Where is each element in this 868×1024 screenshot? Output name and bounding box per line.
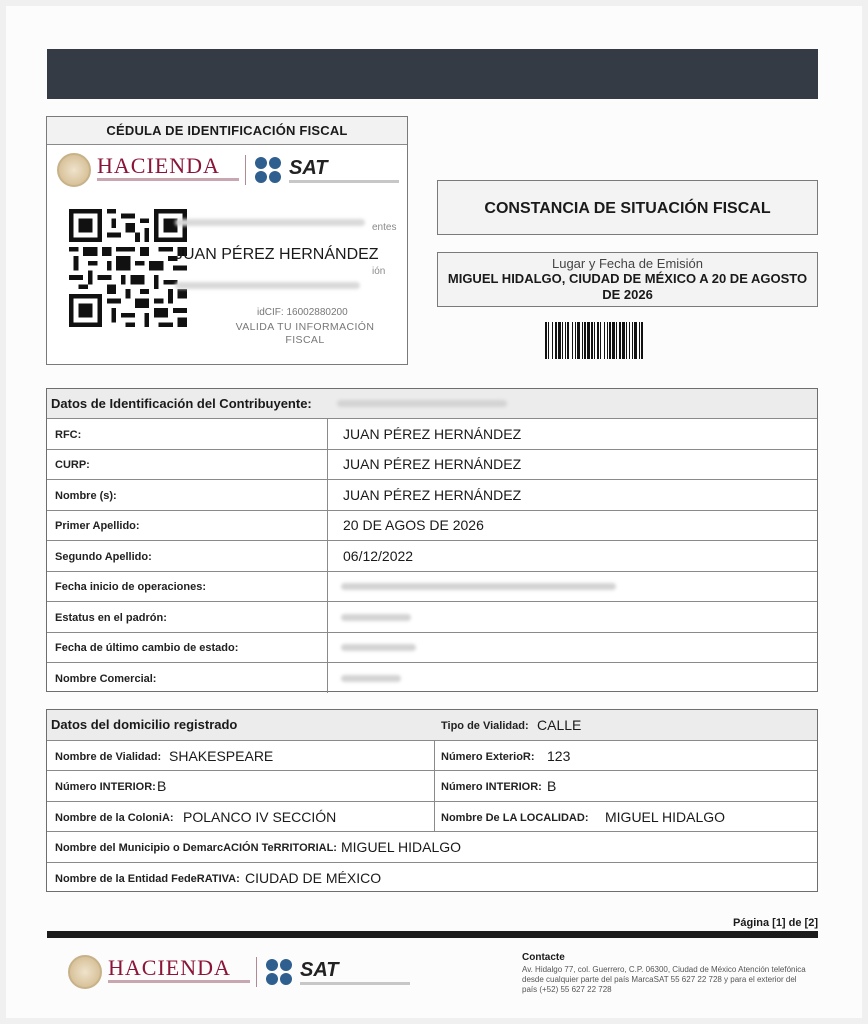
table-row <box>47 740 817 770</box>
emision-label: Lugar y Fecha de Emisión <box>551 256 704 271</box>
logo-divider <box>256 957 257 987</box>
primer-apellido-value: 20 DE AGOS DE 2026 <box>343 517 484 533</box>
domicilio-table <box>46 709 818 892</box>
hacienda-subtitle <box>108 980 250 983</box>
table-row <box>47 662 817 693</box>
nombre-vialidad-label: Nombre de Vialidad: <box>55 751 162 763</box>
logo-divider <box>245 155 246 185</box>
nombre-vialidad-value: SHAKESPEARE <box>169 748 274 764</box>
cedula-title: CÉDULA DE IDENTIFICACIÓN FISCAL <box>47 117 407 145</box>
contact-title: Contacte <box>522 952 565 963</box>
redacted-line <box>175 282 360 289</box>
num-interior-label: Número INTERIOR: <box>55 781 156 793</box>
contribuyente-table <box>46 388 818 692</box>
header-logos <box>57 151 402 191</box>
redacted-value <box>341 644 416 651</box>
table-row <box>47 801 817 831</box>
cedula-name: JUAN PÉREZ HERNÁNDEZ <box>175 246 379 263</box>
mexico-seal-icon <box>57 153 91 187</box>
fecha-inicio-label: Fecha inicio de operaciones: <box>55 581 206 593</box>
nombre-label: Nombre (s): <box>55 490 117 502</box>
footer-divider <box>47 931 818 938</box>
curp-value: JUAN PÉREZ HERNÁNDEZ <box>343 456 522 472</box>
hacienda-subtitle <box>97 178 239 181</box>
hacienda-logo: HACIENDA <box>108 955 231 980</box>
sat-subtitle <box>289 180 399 183</box>
mexico-seal-icon <box>68 955 102 989</box>
contribuyente-header-text: Datos de Identificación del Contribuyente: <box>51 396 312 411</box>
contact-block <box>522 952 812 995</box>
emision-value: MIGUEL HIDALGO, CIUDAD DE MÉXICO A 20 DE AGOSTO DE 2026 <box>447 271 808 302</box>
table-row <box>47 449 817 479</box>
table-row <box>47 632 817 662</box>
entidad-value: CIUDAD DE MÉXICO <box>245 870 382 886</box>
num-exterior-value: 123 <box>547 748 571 764</box>
segundo-apellido-label: Segundo Apellido: <box>55 551 152 563</box>
column-divider <box>434 741 435 771</box>
colonia-label: Nombre de la ColoniA: <box>55 812 174 824</box>
num-exterior-label: Número ExterioR: <box>441 751 535 763</box>
sat-logo: SAT <box>289 157 328 179</box>
rfc-label: RFC: <box>55 429 82 441</box>
hacienda-logo: HACIENDA <box>97 153 220 178</box>
constancia-title: CONSTANCIA DE SITUACIÓN FISCAL <box>437 180 818 235</box>
redacted-line <box>175 219 365 226</box>
localidad-value: MIGUEL HIDALGO <box>605 809 726 825</box>
sat-logo-icon <box>266 959 296 987</box>
table-row <box>47 831 817 862</box>
segundo-apellido-value: 06/12/2022 <box>343 548 414 564</box>
table-row <box>47 862 817 893</box>
table-row <box>47 510 817 540</box>
ultimo-cambio-label: Fecha de último cambio de estado: <box>55 642 239 654</box>
contribuyente-header <box>47 389 817 418</box>
cedula-side-text: entes <box>372 222 397 233</box>
cedula-idcif: idCIF: 16002880200 <box>257 307 348 318</box>
domicilio-header <box>47 710 817 740</box>
barcode-bar <box>643 322 644 359</box>
emision-box <box>437 252 818 307</box>
footer-logos <box>68 953 413 993</box>
rfc-value: JUAN PÉREZ HERNÁNDEZ <box>343 426 522 442</box>
column-divider <box>434 802 435 832</box>
curp-label: CURP: <box>55 459 90 471</box>
nombre-comercial-label: Nombre Comercial: <box>55 673 157 685</box>
municipio-label: Nombre del Municipio o DemarcACIÓN TeRRITORIAL: <box>55 842 337 854</box>
sat-subtitle <box>300 982 410 985</box>
sat-logo-icon <box>255 157 285 185</box>
colonia-value: POLANCO IV SECCIÓN <box>183 809 337 825</box>
cedula-valida: VALIDA TU INFORMACIÓN FISCAL <box>235 321 375 346</box>
localidad-label: Nombre De LA LOCALIDAD: <box>441 812 589 824</box>
table-row <box>47 540 817 571</box>
redacted-line <box>337 400 507 407</box>
table-row <box>47 770 817 801</box>
column-divider <box>434 771 435 802</box>
tipo-vialidad-value: CALLE <box>537 717 582 733</box>
redacted-value <box>341 614 411 621</box>
redacted-value <box>341 583 616 590</box>
redacted-value <box>341 675 401 682</box>
contact-text: Av. Hidalgo 77, col. Guerrero, C.P. 06300, Ciudad de México Atención telefónica desde cualquier parte del país MarcaSAT 55 627 22 728 y para el exterior del país (+52) 55 627 22 728 <box>522 965 806 994</box>
table-row <box>47 479 817 510</box>
table-row <box>47 418 817 449</box>
estatus-label: Estatus en el padrón: <box>55 612 167 624</box>
num-interior-label: Número INTERIOR: <box>441 781 542 793</box>
sat-logo: SAT <box>300 959 339 981</box>
page-number: Página [1] de [2] <box>733 917 818 929</box>
num-interior-value: B <box>157 778 167 794</box>
domicilio-header-text: Datos del domicilio registrado <box>51 717 238 732</box>
table-row <box>47 601 817 632</box>
top-banner <box>47 49 818 99</box>
municipio-value: MIGUEL HIDALGO <box>341 839 462 855</box>
primer-apellido-label: Primer Apellido: <box>55 520 140 532</box>
num-interior-value: B <box>547 778 557 794</box>
cedula-card <box>46 116 408 365</box>
table-row <box>47 571 817 601</box>
tipo-vialidad-label: Tipo de Vialidad: <box>441 720 529 732</box>
cedula-side-text: ión <box>372 266 386 277</box>
nombre-value: JUAN PÉREZ HERNÁNDEZ <box>343 487 522 503</box>
qr-code <box>69 209 187 327</box>
entidad-label: Nombre de la Entidad FedeRATIVA: <box>55 873 240 885</box>
barcode <box>545 322 711 359</box>
